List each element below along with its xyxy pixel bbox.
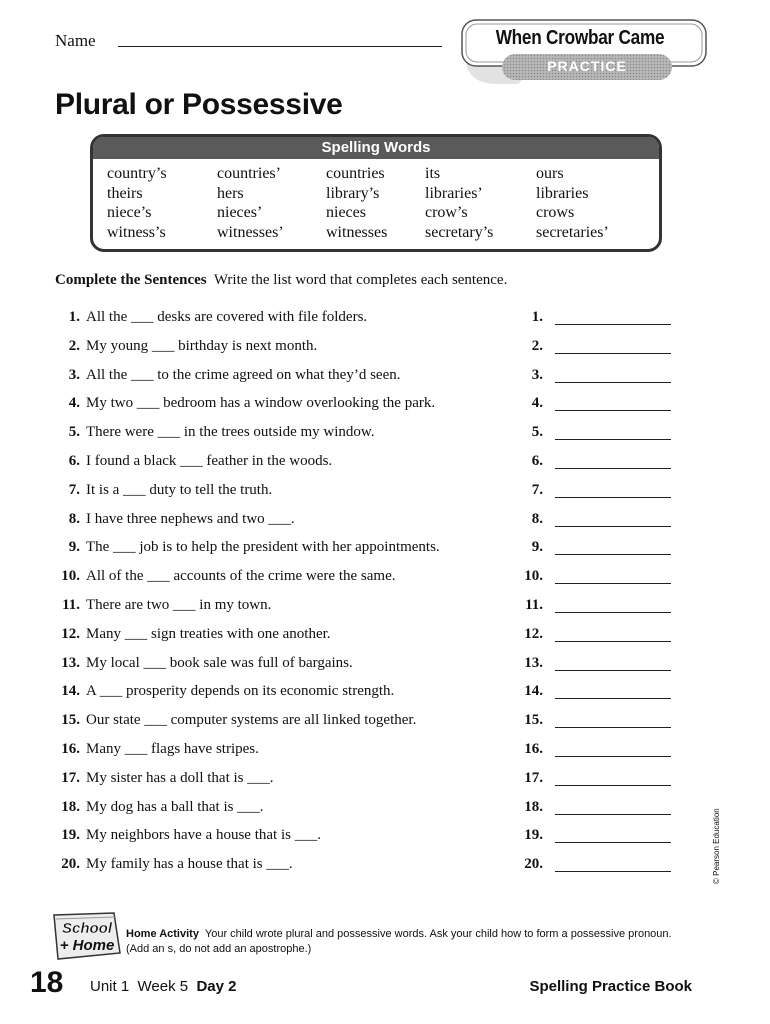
spelling-word: nieces’ (217, 204, 263, 221)
copyright-notice: © Pearson Education (712, 808, 721, 884)
question-number: 15. (61, 712, 80, 729)
question-text: My sister has a doll that is ___. (86, 769, 274, 786)
answer-blank[interactable] (555, 871, 671, 872)
answer-number: 16. (524, 741, 543, 757)
question-number: 1. (68, 309, 80, 325)
question-number: 9. (68, 539, 80, 556)
question-text: Our state ___ computer systems are all linked together. (86, 712, 417, 729)
instructions-label: Complete the Sentences (55, 272, 207, 288)
spelling-column (536, 164, 609, 242)
question-number: 7. (68, 481, 80, 498)
logo-text-school: School (61, 920, 113, 937)
question-number: 10. (61, 568, 80, 585)
answer-number: 9. (531, 539, 543, 556)
question-text: I found a black ___ feather in the woods. (86, 453, 333, 469)
question-number: 20. (61, 856, 80, 873)
question-text: A ___ prosperity depends on its economic strength. (86, 683, 395, 700)
question-number: 13. (61, 654, 80, 671)
answer-number: 4. (531, 395, 543, 412)
spelling-word: country’s (107, 165, 167, 182)
question-text: My young ___ birthday is next month. (86, 337, 318, 354)
answer-blank[interactable] (555, 698, 671, 699)
answer-blank[interactable] (555, 497, 671, 498)
spelling-word: countries (326, 165, 385, 182)
page-title: Plural or Possessive (55, 88, 343, 121)
question-number: 14. (61, 683, 80, 700)
question-text: It is a ___ duty to tell the truth. (86, 481, 273, 498)
spelling-word: witnesses (326, 223, 388, 241)
answer-number: 5. (531, 424, 543, 441)
question-row (55, 568, 675, 588)
spelling-word: countries’ (217, 165, 281, 182)
story-title: When Crowbar Came (495, 27, 665, 49)
answer-number: 12. (524, 625, 543, 642)
answer-blank[interactable] (555, 670, 671, 671)
question-row (55, 367, 675, 387)
unit-week: Unit 1 Week 5 (90, 978, 189, 995)
answer-number: 11. (525, 597, 543, 613)
spelling-words-box (90, 134, 662, 252)
answer-blank[interactable] (555, 439, 671, 440)
answer-blank[interactable] (555, 583, 671, 584)
question-row (55, 482, 675, 502)
question-text: All the ___ to the crime agreed on what they’d seen. (86, 366, 401, 383)
spelling-word: libraries’ (425, 184, 483, 202)
question-row (55, 395, 675, 415)
answer-blank[interactable] (555, 814, 671, 815)
question-row (55, 856, 675, 876)
answer-number: 17. (524, 769, 543, 786)
answer-number: 7. (531, 481, 543, 498)
spelling-word: libraries (536, 184, 589, 202)
question-row (55, 799, 675, 819)
question-row (55, 770, 675, 790)
name-input-line[interactable] (118, 46, 442, 47)
home-activity-text: Your child wrote plural and possessive words. Ask your child how to form a possessive pronoun. (Add an s, do not add an apostrophe.) (126, 928, 672, 955)
question-number: 3. (68, 366, 80, 383)
spelling-column (326, 164, 387, 242)
answer-blank[interactable] (555, 842, 671, 843)
answer-blank[interactable] (555, 410, 671, 411)
instructions-text: Write the list word that completes each sentence. (213, 272, 508, 288)
question-number: 17. (61, 769, 80, 786)
answer-blank[interactable] (555, 554, 671, 555)
school-home-logo (50, 909, 124, 965)
logo-text-home: + Home (59, 937, 115, 954)
answer-blank[interactable] (555, 785, 671, 786)
unit-info (90, 978, 236, 995)
answer-number: 15. (524, 712, 543, 729)
question-row (55, 712, 675, 732)
spelling-column (425, 164, 493, 242)
question-number: 11. (62, 597, 80, 613)
spelling-words-heading: Spelling Words (93, 137, 659, 159)
spelling-column (107, 164, 167, 242)
question-number: 4. (68, 395, 80, 412)
answer-number: 18. (524, 798, 543, 815)
answer-blank[interactable] (555, 382, 671, 383)
question-number: 19. (61, 827, 80, 844)
spelling-word: niece’s (107, 204, 152, 221)
spelling-word: witnesses’ (217, 223, 284, 241)
question-row (55, 511, 675, 531)
day-label: Day 2 (196, 978, 237, 995)
question-text: My two ___ bedroom has a window overlooking the park. (86, 395, 436, 412)
question-number: 2. (68, 337, 80, 354)
answer-number: 6. (531, 453, 543, 469)
question-row (55, 741, 675, 761)
spelling-word: ours (536, 165, 564, 182)
instructions (55, 272, 507, 289)
answer-number: 14. (524, 683, 543, 700)
question-number: 12. (61, 625, 80, 642)
page-number: 18 (30, 966, 64, 999)
answer-blank[interactable] (555, 612, 671, 613)
spelling-column (217, 164, 284, 242)
question-text: Many ___ flags have stripes. (86, 741, 259, 757)
answer-blank[interactable] (555, 526, 671, 527)
question-row (55, 683, 675, 703)
question-text: The ___ job is to help the president with her appointments. (86, 539, 440, 556)
spelling-word: crow’s (425, 204, 468, 221)
question-text: My dog has a ball that is ___. (86, 798, 264, 815)
question-row (55, 655, 675, 675)
answer-number: 19. (524, 827, 543, 844)
answer-number: 10. (524, 568, 543, 585)
spelling-word: crows (536, 204, 575, 221)
spelling-word: witness’s (107, 223, 166, 241)
answer-blank[interactable] (555, 727, 671, 728)
question-text: My family has a house that is ___. (86, 856, 293, 873)
answer-number: 13. (524, 654, 543, 671)
practice-label: PRACTICE (547, 58, 627, 74)
answer-number: 8. (531, 510, 543, 527)
question-row (55, 626, 675, 646)
question-row (55, 424, 675, 444)
question-row (55, 453, 675, 473)
spelling-word: secretaries’ (536, 223, 609, 241)
question-row (55, 827, 675, 847)
spelling-word: its (425, 165, 441, 182)
answer-blank[interactable] (555, 641, 671, 642)
question-number: 6. (68, 453, 80, 469)
question-number: 5. (68, 424, 80, 441)
spelling-word: hers (217, 184, 244, 202)
question-number: 16. (61, 741, 80, 757)
question-row (55, 597, 675, 617)
spelling-word: library’s (326, 184, 380, 202)
answer-number: 1. (531, 309, 543, 325)
answer-number: 20. (524, 856, 543, 873)
spelling-word: nieces (326, 204, 366, 221)
spelling-word: secretary’s (425, 223, 494, 241)
question-text: I have three nephews and two ___. (86, 510, 295, 527)
answer-number: 3. (531, 366, 543, 383)
question-text: All of the ___ accounts of the crime were the same. (86, 568, 396, 585)
question-text: There were ___ in the trees outside my window. (86, 424, 375, 441)
answer-number: 2. (531, 337, 543, 354)
question-text: My local ___ book sale was full of bargains. (86, 654, 353, 671)
answer-blank[interactable] (555, 353, 671, 354)
answer-blank[interactable] (555, 468, 671, 469)
question-text: All the ___ desks are covered with file folders. (86, 309, 368, 325)
question-row (55, 539, 675, 559)
home-activity-label: Home Activity (126, 928, 199, 940)
answer-blank[interactable] (555, 756, 671, 757)
question-row (55, 309, 675, 329)
answer-blank[interactable] (555, 324, 671, 325)
question-text: Many ___ sign treaties with one another. (86, 625, 331, 642)
spelling-word: theirs (107, 184, 143, 202)
question-text: There are two ___ in my town. (86, 597, 272, 613)
question-number: 8. (68, 510, 80, 527)
question-text: My neighbors have a house that is ___. (86, 827, 321, 844)
home-activity (126, 927, 686, 957)
book-title: Spelling Practice Book (529, 978, 692, 995)
question-row (55, 338, 675, 358)
question-number: 18. (61, 798, 80, 815)
name-label: Name (55, 31, 96, 50)
